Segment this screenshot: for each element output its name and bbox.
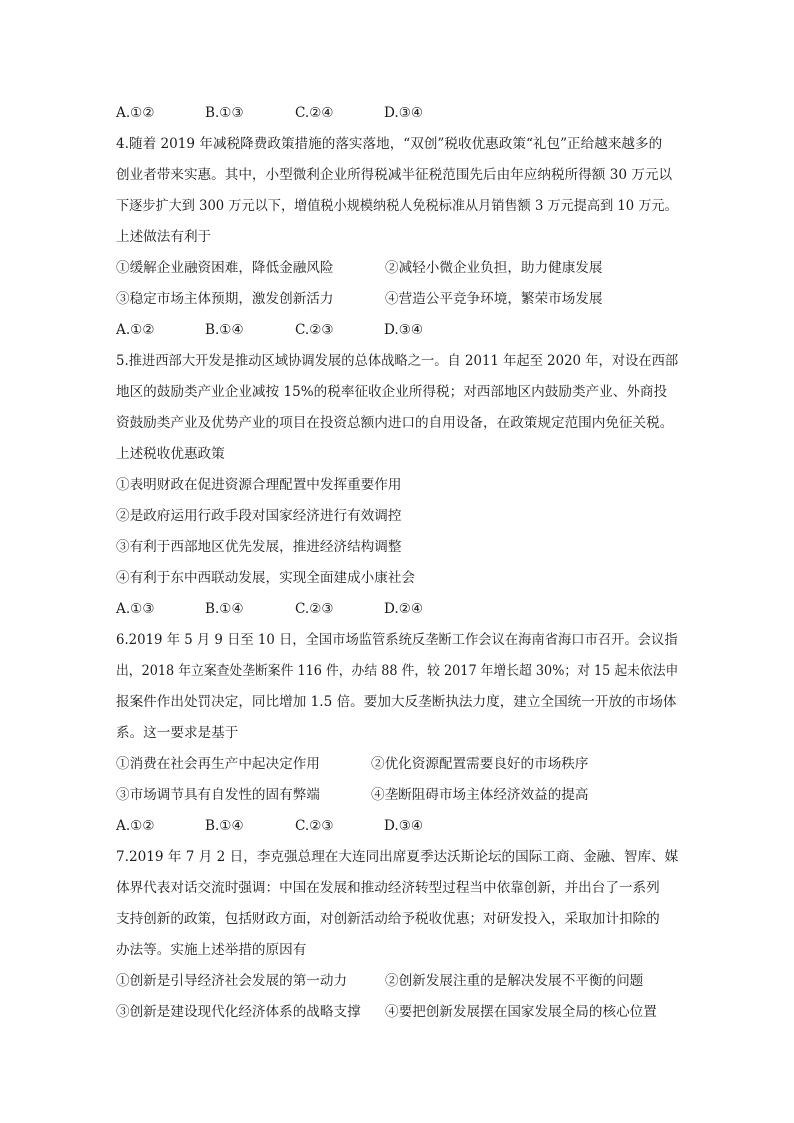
q5-item-4: ④有利于东中西联动发展，实现全面建成小康社会 <box>116 570 416 586</box>
q5-stem-line: 地区的鼓励类产业企业减按 15%的税率征收企业所得税；对西部地区内鼓励类产业、外商投 <box>116 384 668 400</box>
q7-stem-line: 7.2019 年 7 月 2 日，李克强总理在大连同出席夏季达沃斯论坛的国际工商、金融、智库、媒 <box>116 849 679 865</box>
q6-stem-line: 6.2019 年 5 月 9 日至 10 日，全国市场监管系统反垄断工作会议在海南省海口市召开。会议指 <box>116 632 678 648</box>
q4-item-2: ②减轻小微企业负担，助力健康发展 <box>385 260 603 276</box>
q7-item-2: ②创新发展注重的是解决发展不平衡的问题 <box>385 973 644 989</box>
q6-option-c: C.②③ <box>295 818 334 834</box>
q6-stem-line: 报案件作出处罚决定，同比增加 1.5 倍。要加大反垄断执法力度，建立全国统一开放的市场体 <box>116 694 677 710</box>
q4-item-3: ③稳定市场主体预期，激发创新活力 <box>116 291 334 307</box>
q6-item-4: ④垄断阻碍市场主体经济效益的提高 <box>371 787 589 803</box>
q4-stem-line: 上述做法有利于 <box>116 229 212 245</box>
q4-option-b: B.①④ <box>205 322 244 338</box>
q5-option-b: B.①④ <box>205 601 244 617</box>
q5-item-1: ①表明财政在促进资源合理配置中发挥重要作用 <box>116 477 402 493</box>
q4-stem-line: 4.随着 2019 年减税降费政策措施的落实落地，“双创”税收优惠政策“礼包”正给越来越多的 <box>116 136 663 152</box>
q5-option-a: A.①③ <box>116 601 155 617</box>
q5-stem-line: 5.推进西部大开发是推动区域协调发展的总体战略之一。自 2011 年起至 2020 年，对设在西部 <box>116 353 679 369</box>
q5-stem-line: 资鼓励类产业及优势产业的项目在投资总额内进口的自用设备，在政策规定范围内免征关税。 <box>116 415 674 431</box>
q3-option-c: C.②④ <box>295 105 334 121</box>
q7-stem-line: 体界代表对话交流时强调：中国在发展和推动经济转型过程当中依靠创新，并出台了一系列 <box>116 880 660 896</box>
q4-item-4: ④营造公平竞争环境，繁荣市场发展 <box>385 291 603 307</box>
q4-stem-line: 下逐步扩大到 300 万元以下，增值税小规模纳税人免税标准从月销售额 3 万元提高到 10 万元。 <box>116 198 678 214</box>
q5-item-2: ②是政府运用行政手段对国家经济进行有效调控 <box>116 508 402 524</box>
q4-option-c: C.②③ <box>295 322 334 338</box>
q5-stem-line: 上述税收优惠政策 <box>116 446 225 462</box>
q5-option-c: C.②③ <box>295 601 334 617</box>
q6-item-1: ①消费在社会再生产中起决定作用 <box>116 756 320 772</box>
q6-stem-line: 出，2018 年立案查处垄断案件 116 件，办结 88 件，较 2017 年增长超 30%；对 15 起未依法申 <box>116 663 679 679</box>
q6-option-d: D.③④ <box>384 818 424 834</box>
q7-item-1: ①创新是引导经济社会发展的第一动力 <box>116 973 348 989</box>
q4-stem-line: 创业者带来实惠。其中，小型微利企业所得税减半征税范围先后由年应纳税所得额 30 万元以 <box>116 167 673 183</box>
q7-item-4: ④要把创新发展摆在国家发展全局的核心位置 <box>385 1004 657 1020</box>
q3-option-b: B.①③ <box>205 105 244 121</box>
q3-option-d: D.③④ <box>384 105 424 121</box>
q5-item-3: ③有利于西部地区优先发展，推进经济结构调整 <box>116 539 402 555</box>
q6-option-b: B.①④ <box>205 818 244 834</box>
q6-stem-line: 系。这一要求是基于 <box>116 725 239 741</box>
q5-option-d: D.②④ <box>384 601 424 617</box>
q3-option-a: A.①② <box>116 105 155 121</box>
q7-item-3: ③创新是建设现代化经济体系的战略支撑 <box>116 1004 361 1020</box>
q6-option-a: A.①② <box>116 818 155 834</box>
q6-item-2: ②优化资源配置需要良好的市场秩序 <box>371 756 589 772</box>
q4-item-1: ①缓解企业融资困难，降低金融风险 <box>116 260 334 276</box>
q4-option-d: D.③④ <box>384 322 424 338</box>
q7-stem-line: 支持创新的政策，包括财政方面，对创新活动给予税收优惠；对研发投入，采取加计扣除的 <box>116 911 660 927</box>
q6-item-3: ③市场调节具有自发性的固有弊端 <box>116 787 320 803</box>
q7-stem-line: 办法等。实施上述举措的原因有 <box>116 942 307 958</box>
q4-option-a: A.①② <box>116 322 155 338</box>
